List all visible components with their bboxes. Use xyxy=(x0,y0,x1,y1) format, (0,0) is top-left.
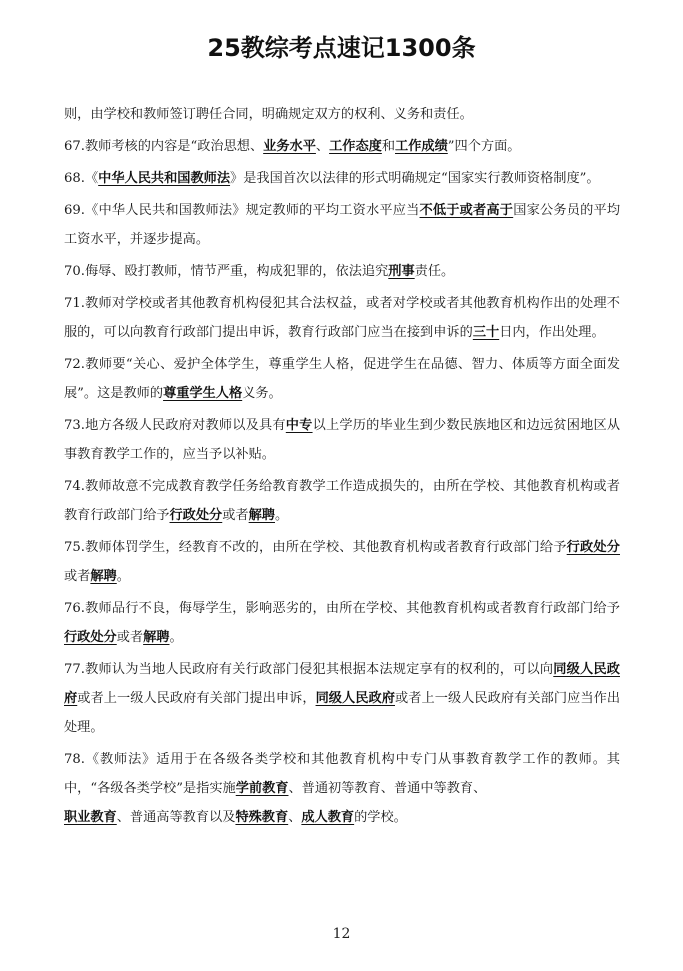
text-segment: 则，由学校和教师签订聘任合同，明确规定双方的权利、义务和责任。 xyxy=(64,107,473,122)
paragraph-p68 xyxy=(64,164,620,193)
key-term: 行政处分 xyxy=(566,540,620,555)
key-term: 工作态度 xyxy=(329,139,382,154)
key-term: 尊重学生人格 xyxy=(163,386,243,401)
text-segment: 。 xyxy=(275,508,289,523)
text-segment: 。 xyxy=(169,630,183,645)
paragraph-p74 xyxy=(64,472,620,530)
paragraph-p69 xyxy=(64,196,620,254)
key-term: 解聘 xyxy=(90,569,117,584)
text-segment: 国家公务员的平均工资水平，并逐步提高。 xyxy=(64,203,621,247)
key-term: 成人教育 xyxy=(301,810,355,825)
text-segment: 或者 xyxy=(64,569,91,584)
page-number: 12 xyxy=(332,926,351,942)
text-segment: 、普通高等教育以及 xyxy=(116,810,236,825)
text-segment: 义务。 xyxy=(242,386,282,401)
paragraph-p72 xyxy=(64,350,620,408)
key-term: 职业教育 xyxy=(64,810,117,825)
page-title: 25教综考点速记1300条 xyxy=(207,34,476,62)
paragraph-p78 xyxy=(64,745,620,832)
text-segment: 73.地方各级人民政府对教师以及具有 xyxy=(64,418,286,433)
text-segment: 67.教师考核的内容是“政治思想、 xyxy=(64,139,264,154)
key-term: 特殊教育 xyxy=(235,810,289,825)
paragraph-p73 xyxy=(64,411,620,469)
text-segment: 78.《教师法》适用于在各级各类学校和其他教育机构中专门从事教育教学工作的教师。其中，“各级各类学校”是指实施 xyxy=(64,752,620,796)
key-term: 中专 xyxy=(285,418,313,433)
key-term: 工作成绩 xyxy=(395,139,448,154)
key-term: 同级人民政府 xyxy=(64,662,620,706)
text-segment: 或者上一级人民政府有关部门应当作出处理。 xyxy=(64,691,621,735)
text-segment: 72.教师要“关心、爱护全体学生，尊重学生人格，促进学生在品德、智力、体质等方面全面发展”。这是教师的 xyxy=(64,357,620,401)
paragraph-p71 xyxy=(64,289,620,347)
text-segment: 责任。 xyxy=(414,264,455,279)
key-term: 三十 xyxy=(472,325,500,340)
paragraph-p67 xyxy=(64,132,620,161)
text-segment: 、 xyxy=(288,810,302,825)
text-segment: 或者 xyxy=(116,630,144,645)
key-term: 同级人民政府 xyxy=(315,691,395,706)
key-term: 中华人民共和国教师法 xyxy=(98,171,231,186)
document-body xyxy=(64,100,620,835)
text-segment: 75.教师体罚学生，经教育不改的，由所在学校、其他教育机构或者教育行政部门给予 xyxy=(64,540,567,555)
key-term: 行政处分 xyxy=(64,630,117,645)
text-segment: 77.教师认为当地人民政府有关行政部门侵犯其根据本法规定享有的权利的，可以向 xyxy=(64,662,554,677)
text-segment: 日内，作出处理。 xyxy=(499,325,605,340)
text-segment: 和 xyxy=(381,139,396,154)
text-segment: 的学校。 xyxy=(354,810,407,825)
key-term: 解聘 xyxy=(143,630,170,645)
text-segment: 或者上一级人民政府有关部门提出申诉， xyxy=(77,691,316,706)
text-segment: 、 xyxy=(315,139,330,154)
key-term: 行政处分 xyxy=(169,508,223,523)
text-segment: 》是我国首次以法律的形式明确规定“国家实行教师资格制度”。 xyxy=(230,171,600,186)
text-segment: 76.教师品行不良，侮辱学生，影响恶劣的，由所在学校、其他教育机构或者教育行政部门给予 xyxy=(64,601,620,616)
paragraph-cont xyxy=(64,100,620,129)
paragraph-p70 xyxy=(64,257,620,286)
text-segment: ”四个方面。 xyxy=(447,139,521,154)
key-term: 不低于或者高于 xyxy=(419,203,514,218)
text-segment: 或者 xyxy=(222,508,249,523)
text-segment: 74.教师故意不完成教育教学任务给教育教学工作造成损失的，由所在学校、其他教育机构或者教育行政部门给予 xyxy=(64,479,620,523)
text-segment: 以上学历的毕业生到少数民族地区和边远贫困地区从事教育教学工作的，应当予以补贴。 xyxy=(64,418,621,462)
text-segment: 。 xyxy=(116,569,130,584)
key-term: 业务水平 xyxy=(263,139,316,154)
text-segment: 69.《中华人民共和国教师法》规定教师的平均工资水平应当 xyxy=(64,203,420,218)
text-segment: 71.教师对学校或者其他教育机构侵犯其合法权益，或者对学校或者其他教育机构作出的处理不服的，可以向教育行政部门提出申诉，教育行政部门应当在接到申诉的 xyxy=(64,296,620,340)
text-segment: 70.侮辱、殴打教师，情节严重，构成犯罪的，依法追究 xyxy=(64,264,389,279)
paragraph-p76 xyxy=(64,594,620,652)
paragraph-p77 xyxy=(64,655,620,742)
key-term: 解聘 xyxy=(248,508,275,523)
paragraph-p75 xyxy=(64,533,620,591)
key-term: 刑事 xyxy=(388,264,415,279)
text-segment: 68.《 xyxy=(64,171,99,186)
text-segment: 、普通初等教育、普通中等教育、 xyxy=(288,781,487,796)
key-term: 学前教育 xyxy=(235,781,289,796)
